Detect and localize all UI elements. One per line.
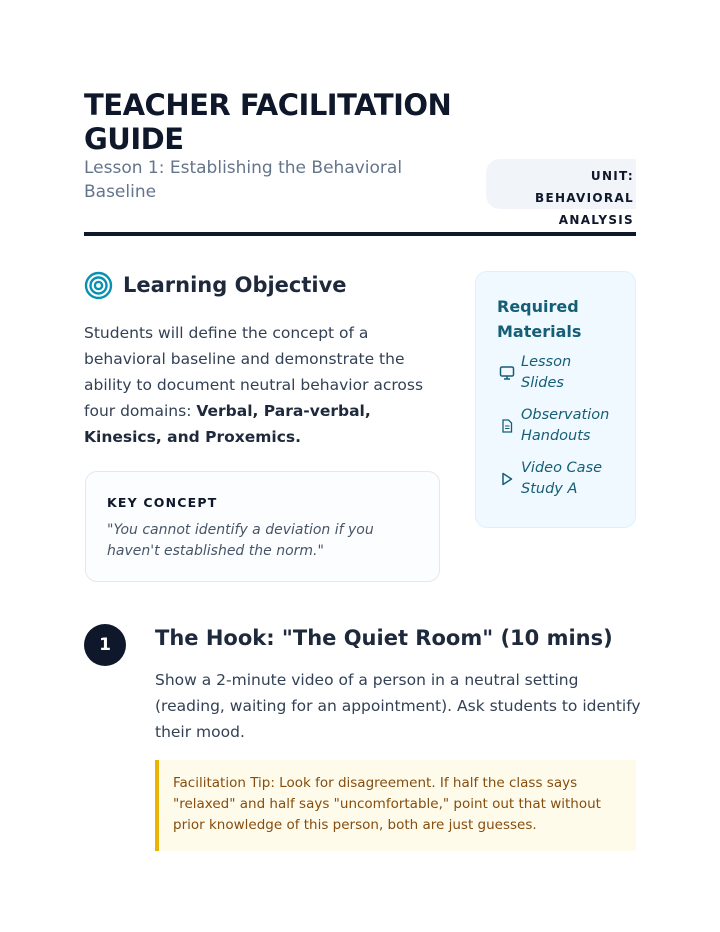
- material-label: Observation Handouts: [521, 407, 610, 444]
- material-label: Lesson Slides: [521, 354, 572, 391]
- play-icon: [497, 469, 517, 489]
- materials-panel: [475, 271, 636, 528]
- document-icon: [497, 416, 517, 436]
- header-divider: [84, 232, 636, 236]
- facilitation-tip: Facilitation Tip: Look for disagreement. If half the class says "relaxed" and half says "uncomfortable," point out that without prior knowledge of this person, both are just guesses.: [155, 760, 636, 851]
- key-concept-label: KEY CONCEPT: [107, 495, 218, 510]
- material-label: Video Case Study A: [521, 460, 603, 497]
- step-number-badge: 1: [84, 624, 126, 666]
- target-icon: [84, 271, 113, 300]
- materials-title: Required Materials: [497, 297, 582, 341]
- objective-text-intro: Students will define the concept of a behavioral baseline and demonstrate the ability to document neutral behavior across four domains:: [84, 324, 424, 420]
- unit-badge: UNIT: BEHAVIORAL ANALYSIS: [486, 159, 636, 209]
- objective-heading: Learning Objective: [123, 273, 347, 297]
- step-title: The Hook: "The Quiet Room" (10 mins): [155, 626, 613, 650]
- material-item-handouts[interactable]: [497, 405, 625, 447]
- key-concept-box: [85, 471, 440, 582]
- objective-text: [84, 320, 444, 450]
- step-text: Show a 2-minute video of a person in a neutral setting (reading, waiting for an appointment). Ask students to identify their mood.: [155, 671, 641, 741]
- objective-domains: Verbal, Para-verbal, Kinesics, and Proxemics.: [84, 402, 371, 446]
- key-concept-quote: "You cannot identify a deviation if you haven't established the norm.": [107, 522, 374, 559]
- lesson-subtitle: Lesson 1: Establishing the Behavioral Baseline: [84, 158, 403, 202]
- page-title: TEACHER FACILITATION GUIDE: [84, 88, 452, 156]
- material-item-video[interactable]: [497, 458, 625, 500]
- monitor-icon: [497, 363, 517, 383]
- material-item-slides[interactable]: [497, 352, 625, 394]
